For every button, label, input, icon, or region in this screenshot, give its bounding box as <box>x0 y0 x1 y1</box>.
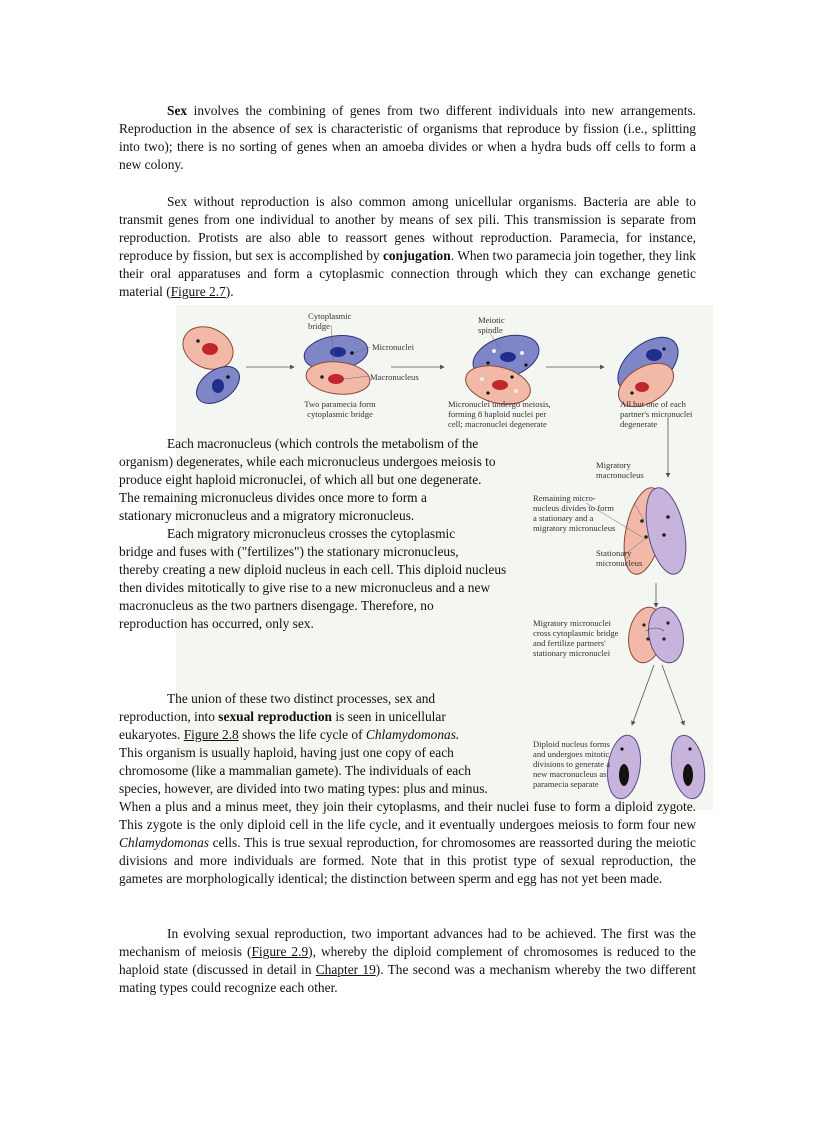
label-micronuclei-meiosis: Micronuclei undergo meiosis, forming 8 haploid nuclei per cell; macronuclei degenerate <box>448 399 551 429</box>
paragraph-conjugation: Sex without reproduction is also common among unicellular organisms. Bacteria are able to transmit genes from one individual to another by means of sex pili. This transmission is separate from reproduction. Protists are also able to reassort genes without reproduction. Paramecia, for instance, reproduce by fission, but sex is accomplished by conjugation. When two paramecia join together, they link their oral apparatuses and form a cytoplasmic connection through which they can exchange genetic material (Figure 2.7). <box>119 194 696 299</box>
label-migratory-macronucleus: Migratory macronucleus <box>596 460 644 480</box>
paragraph-macronucleus-degenerates: Each macronucleus (which controls the metabolism of the organism) degenerates, while each micronucleus undergoes meiosis to produce eight haploid micronuclei, of which all but one degenerate. The remaining micronucleus divides once more to form a stationary micronucleus and a migratory micronucleus. <box>119 436 496 523</box>
term-chlamydomonas: Chlamydomonas. <box>365 727 460 742</box>
paragraph-meiosis-advances: In evolving sexual reproduction, two important advances had to be achieved. The first was the mechanism of meiosis (Figure 2.9), whereby the diploid complement of chromosomes is reduced to the haploid state (discussed in detail in Chapter 19). The second was a mechanism whereby the two different mating types could recognize each other. <box>119 926 696 995</box>
link-figure-2-7[interactable]: Figure 2.7 <box>170 284 226 299</box>
link-chapter-19[interactable]: Chapter 19 <box>315 962 376 977</box>
arrow-6b <box>662 665 684 725</box>
label-meiotic-spindle: Meiotic spindle <box>478 315 505 335</box>
label-migratory-cross: Migratory micronuclei cross cytoplasmic bridge and fertilize partners' stationary micronuclei <box>533 618 619 658</box>
label-stationary-micronucleus: Stationary micronucleus <box>596 548 643 568</box>
link-figure-2-9[interactable]: Figure 2.9 <box>251 944 309 959</box>
label-two-paramecia: Two paramecia form cytoplasmic bridge <box>304 399 376 419</box>
label-micronuclei: Micronuclei <box>372 342 414 352</box>
term-sex: Sex <box>167 103 188 118</box>
label-all-but-one: All but one of each partner's micronuclei degenerate <box>620 399 693 429</box>
term-sexual-reproduction: sexual reproduction <box>218 709 333 724</box>
stage-meiosis <box>462 327 545 410</box>
stage-joined-paramecia <box>302 325 372 397</box>
stage-fertilization <box>624 604 687 665</box>
stage-separate-paramecia <box>176 319 246 411</box>
label-diploid-forms: Diploid nucleus forms and undergoes mitotic divisions to generate a new macronucleus as paramecia separate <box>533 739 611 789</box>
term-conjugation: conjugation <box>382 248 451 263</box>
paragraph-sexual-reproduction-cont: When a plus and a minus meet, they join their cytoplasms, and their nuclei fuse to form a diploid zygote. This zygote is the only diploid cell in the life cycle, and it eventually undergoes meiosis to form four new Chlamydomonas cells. This is true sexual reproduction, for chromosomes are reassorted during the meiotic divisions and more individuals are formed. Note that in this protist type of sexual reproduction, the gametes are morphologically identical; the distinction between sperm and egg has not yet been made. <box>119 799 696 886</box>
link-figure-2-8[interactable]: Figure 2.8 <box>183 727 239 742</box>
paragraph-sex-definition: Sex involves the combining of genes from two different individuals into new arrangements. Reproduction in the absence of sex is characteristic of organisms that reproduce by fission (i.e., splitting into two); there is no sorting of genes when an amoeba divides or when a hydra buds off cells to form a new colony. <box>119 103 696 172</box>
label-cytoplasmic-bridge: Cytoplasmic bridge <box>308 311 352 331</box>
label-macronucleus: Macronucleus <box>370 372 419 382</box>
paragraph-sexual-reproduction: The union of these two distinct processes, sex and reproduction, into sexual reproduction is seen in unicellular eukaryotes. Figure 2.8 shows the life cycle of Chlamydomonas. This organism is usually haploid, having just one copy of each chromosome (like a mammalian gamete). The individuals of each species, however, are divided into two mating types: plus and minus. <box>119 691 488 796</box>
label-remaining-micronucleus: Remaining micro- nucleus divides to form a stationary and a migratory micronucleus <box>533 493 616 533</box>
stage-separated-paramecia <box>604 733 710 802</box>
paragraph-migratory-micronucleus: Each migratory micronucleus crosses the cytoplasmic bridge and fuses with ("fertilizes") the stationary micronucleus, thereby creating a new diploid nucleus in each cell. This diploid nucleus then divides mitotically to give rise to a new micronucleus and a new macronucleus as the two partners disengage. Therefore, no reproduction has occurred, only sex. <box>119 526 507 631</box>
arrow-6a <box>632 665 654 725</box>
